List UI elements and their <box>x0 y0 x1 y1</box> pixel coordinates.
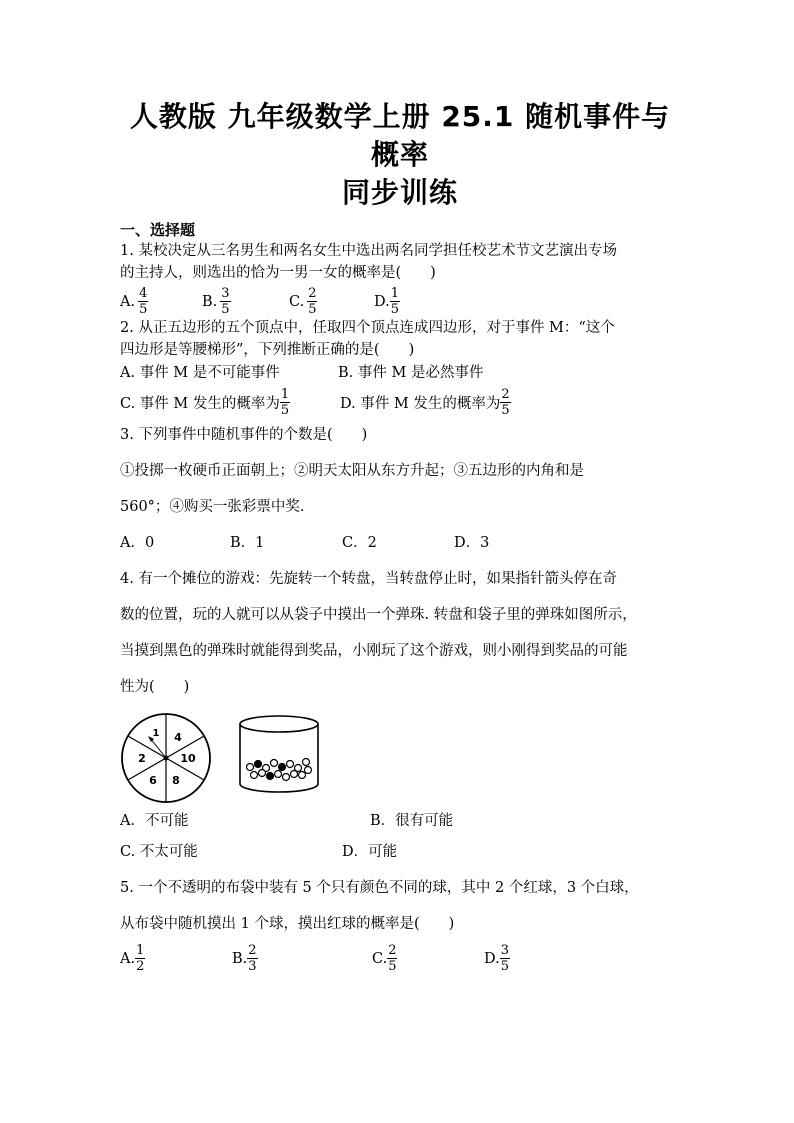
marble-bag-figure <box>236 712 326 796</box>
q3-line-3: 560°；④购买一张彩票中奖. <box>120 499 305 515</box>
q1-option-b[interactable]: B. $\frac{3}{5}$ <box>202 286 230 317</box>
question-1 <box>120 240 680 317</box>
q2-option-a[interactable]: A. 事件 M 是不可能事件 <box>120 365 280 381</box>
fraction: $\frac{2}{5}$ <box>501 387 510 418</box>
q5-option-a[interactable]: A. $\frac{1}{2}$ <box>120 943 145 974</box>
q2-options-row-1 <box>120 361 680 385</box>
q1-line-2: 的主持人，则选出的恰为一男一女的概率是( ) <box>120 265 436 281</box>
title-line-1: 人教版 九年级数学上册 25.1 随机事件与概率 <box>129 100 671 171</box>
q5-line-2: 从布袋中随机摸出 1 个球，摸出红球的概率是( ) <box>120 916 455 932</box>
q5-option-d[interactable]: D. $\frac{3}{5}$ <box>484 943 509 974</box>
q2-line-2: 四边形是等腰梯形”，下列推断正确的是( ) <box>120 342 415 358</box>
q2-option-b[interactable]: B. 事件 M 是必然事件 <box>338 365 484 381</box>
fraction: $\frac{1}{5}$ <box>390 286 399 317</box>
section-heading: 一、选择题 <box>120 221 196 239</box>
q4-option-c[interactable]: C. 不太可能 <box>120 844 198 860</box>
q1-line-1: 1. 某校决定从三名男生和两名女生中选出两名同学担任校艺术节文艺演出专场 <box>120 243 617 259</box>
q1-option-a[interactable]: A. $\frac{4}{5}$ <box>120 286 148 317</box>
spinner-number: 10 <box>180 752 196 765</box>
q4-options-row-1 <box>120 810 680 832</box>
q2-option-c[interactable]: C. 事件 M 发生的概率为 $\frac{1}{5}$ <box>120 387 290 418</box>
q1-option-c[interactable]: C. $\frac{2}{5}$ <box>289 286 317 317</box>
q3-option-b[interactable]: B．1 <box>230 535 265 551</box>
question-4 <box>120 568 680 863</box>
q1-options <box>120 286 680 317</box>
q2-options-row-2 <box>120 387 680 418</box>
spinner-number: 4 <box>174 731 182 744</box>
q1-option-d[interactable]: D. $\frac{1}{5}$ <box>374 286 399 317</box>
q3-option-c[interactable]: C．2 <box>342 535 377 551</box>
q4-figures <box>120 712 680 804</box>
question-5 <box>120 877 680 974</box>
q3-option-a[interactable]: A．0 <box>120 535 155 551</box>
worksheet <box>120 98 680 974</box>
q5-option-b[interactable]: B. $\frac{2}{3}$ <box>232 943 257 974</box>
q4-option-a[interactable]: A．不可能 <box>120 813 189 829</box>
q4-line-3: 当摸到黑色的弹珠时就能得到奖品，小刚玩了这个游戏，则小刚得到奖品的可能 <box>120 643 628 659</box>
q4-option-b[interactable]: B．很有可能 <box>370 813 454 829</box>
spinner-number: 6 <box>149 774 157 787</box>
title-line-2: 同步训练 <box>341 176 458 209</box>
q4-line-2: 数的位置，玩的人就可以从袋子中摸出一个弹珠. 转盘和袋子里的弹珠如图所示， <box>120 607 637 623</box>
spinner-number: 1 <box>152 728 160 739</box>
q3-line-1: 3. 下列事件中随机事件的个数是( ) <box>120 427 368 443</box>
fraction: $\frac{3}{5}$ <box>500 943 509 974</box>
q3-options <box>120 532 680 554</box>
fraction: $\frac{4}{5}$ <box>139 286 148 317</box>
fraction: $\frac{2}{3}$ <box>248 943 257 974</box>
fraction: $\frac{1}{2}$ <box>136 943 145 974</box>
q4-line-4: 性为( ) <box>120 679 190 695</box>
q5-option-c[interactable]: C. $\frac{2}{5}$ <box>372 943 397 974</box>
q4-line-1: 4. 有一个摊位的游戏：先旋转一个转盘，当转盘停止时，如果指针箭头停在奇 <box>120 571 617 587</box>
q2-line-1: 2. 从正五边形的五个顶点中，任取四个顶点连成四边形，对于事件 M：“这个 <box>120 320 615 336</box>
q5-line-1: 5. 一个不透明的布袋中装有 5 个只有颜色不同的球，其中 2 个红球，3 个白球， <box>120 880 639 896</box>
q4-options-row-2 <box>120 841 680 863</box>
q3-option-d[interactable]: D．3 <box>454 535 490 551</box>
spinner-number: 2 <box>138 752 146 765</box>
question-3 <box>120 424 680 554</box>
fraction: $\frac{2}{5}$ <box>388 943 397 974</box>
question-2 <box>120 317 680 418</box>
q3-line-2: ①投掷一枚硬币正面朝上；②明天太阳从东方升起；③五边形的内角和是 <box>120 463 584 479</box>
spinner-number: 8 <box>172 774 180 787</box>
q2-option-d[interactable]: D. 事件 M 发生的概率为 $\frac{2}{5}$ <box>340 387 510 418</box>
spinner-figure <box>120 712 212 804</box>
fraction: $\frac{1}{5}$ <box>280 387 290 418</box>
fraction: $\frac{2}{5}$ <box>308 286 317 317</box>
fraction: $\frac{3}{5}$ <box>221 286 230 317</box>
q5-options <box>120 943 680 974</box>
q4-option-d[interactable]: D．可能 <box>342 844 398 860</box>
